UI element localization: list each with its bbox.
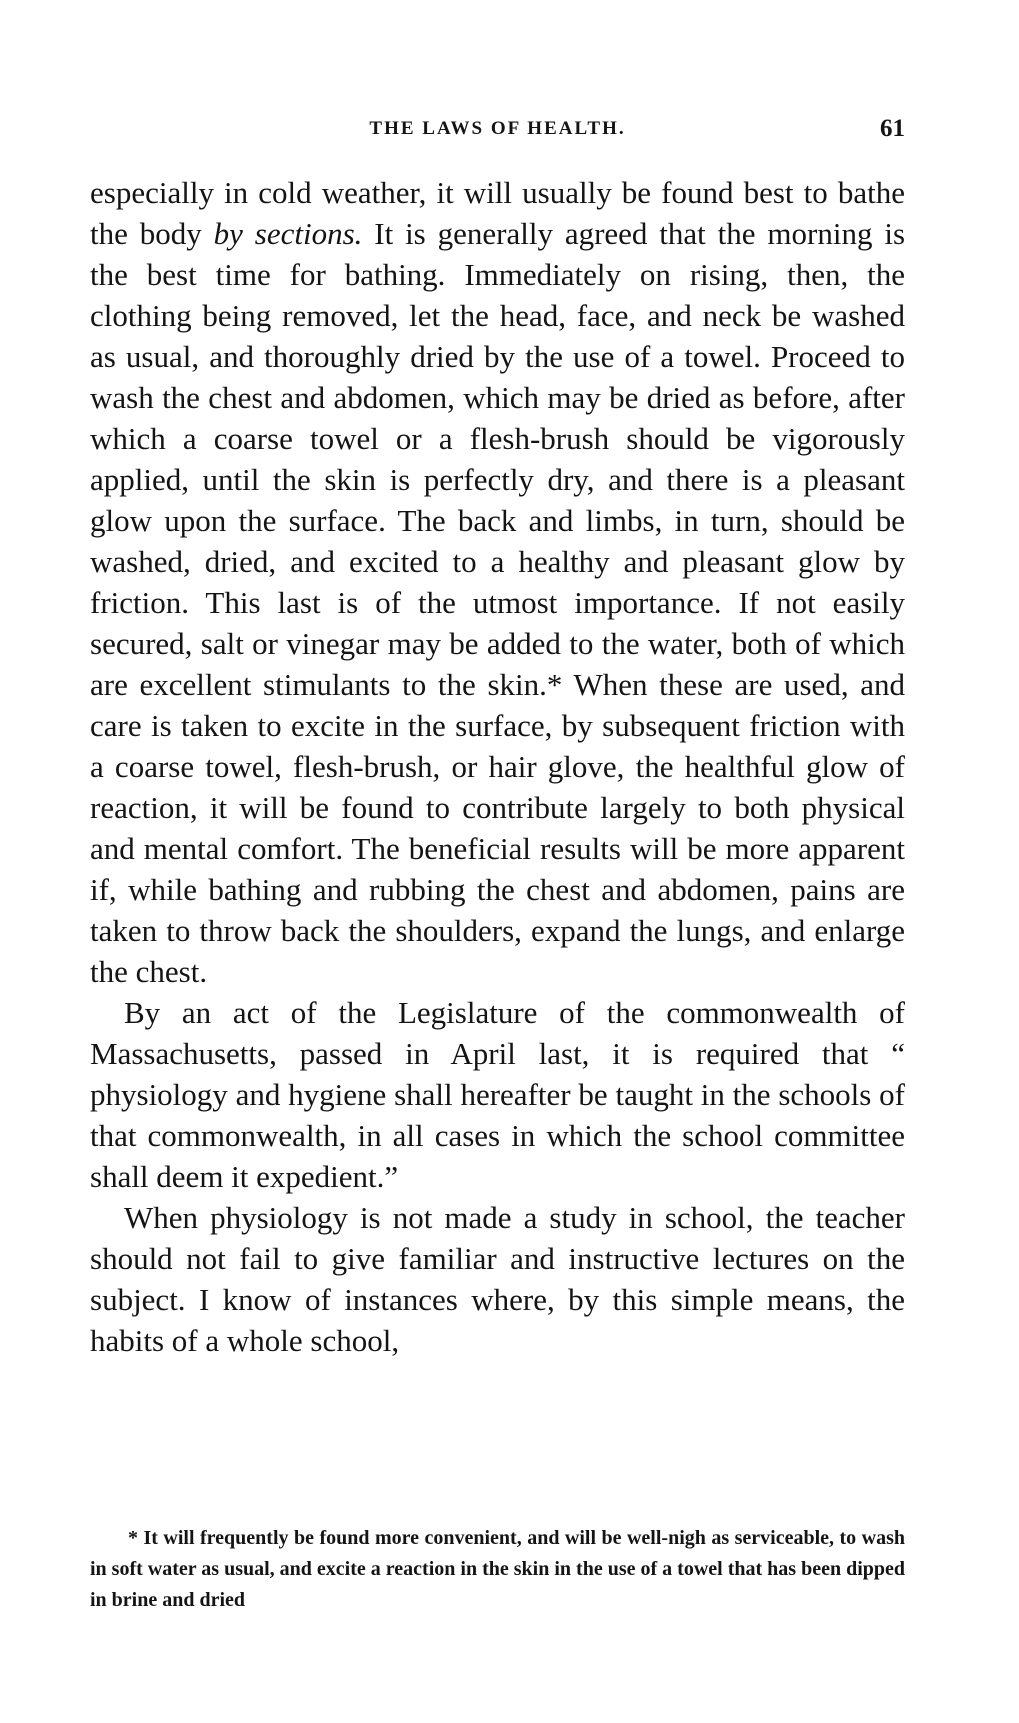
italic-phrase: by sections. (213, 216, 363, 251)
running-title: THE LAWS OF HEALTH. (369, 118, 626, 139)
footnote (90, 1523, 905, 1616)
page-header (90, 115, 905, 148)
footnote-text: * It will frequently be found more convenient, and will be well-nigh as serviceable, to wash in soft water as usual, and excite a reaction in the skin in the use of a towel that has been dipped in brine and dried (90, 1527, 905, 1611)
paragraph-bathing-rest: It is generally agreed that the morning is the best time for bathing. Immediately on rising, then, the clothing being removed, let the head, face, and neck be washed as usual, and thoroughly dried by the use of a towel. Proceed to wash the chest and abdomen, which may be dried as before, after which a coarse towel or a flesh-brush should be vigorously applied, until the skin is perfectly dry, and there is a pleasant glow upon the surface. The back and limbs, in turn, should be washed, dried, and excited to a healthy and pleasant glow by friction. This last is of the utmost importance. If not easily secured, salt or vinegar may be added to the water, both of which are excellent stimulants to the skin.* When these are used, and care is taken to excite in the surface, by subsequent friction with a coarse towel, flesh-brush, or hair glove, the healthful glow of reaction, it will be found to contribute largely to both physical and mental comfort. The beneficial results will be more apparent if, while bathing and rubbing the chest and abdomen, pains are taken to throw back the shoulders, expand the lungs, and enlarge the chest. (90, 216, 906, 989)
page-number: 61 (880, 115, 905, 142)
paragraph-legislature: By an act of the Legislature of the commonwealth of Massachusetts, passed in April last, it is required that “ physiology and hygiene shall hereafter be taught in the schools of that commonwealth, in all cases in which the school committee shall deem it expedient.” (90, 995, 905, 1194)
main-text (90, 172, 905, 1361)
paragraph-bathing-start: especially in cold weather, it will usually be found best to bathe the body (90, 175, 905, 251)
paragraph-bathing (90, 172, 905, 992)
paragraph-physiology-lectures: When physiology is not made a study in school, the teacher should not fail to give familiar and instructive lectures on the subject. I know of instances where, by this simple means, the habits of a whole school, (90, 1200, 905, 1358)
